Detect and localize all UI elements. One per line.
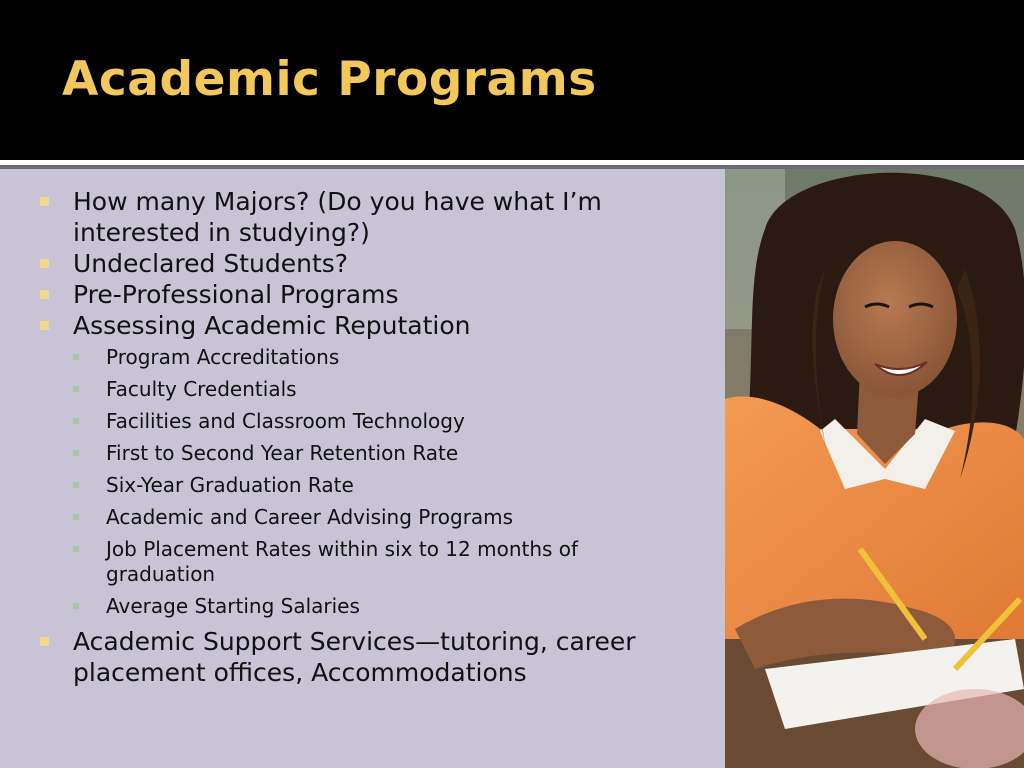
bullet-list-container — [40, 186, 690, 688]
sub-bullet-text: Facilities and Classroom Technology — [106, 409, 465, 433]
sub-bullet-marker — [73, 354, 79, 360]
sub-bullet-item — [73, 377, 690, 402]
sub-bullet-text: Academic and Career Advising Programs — [106, 505, 514, 529]
sub-bullet-text: First to Second Year Retention Rate — [106, 441, 459, 465]
sub-bullet-marker — [73, 603, 79, 609]
sub-bullet-text: Program Accreditations — [106, 345, 340, 369]
sub-bullet-text: Faculty Credentials — [106, 377, 297, 401]
bullet-marker — [40, 637, 49, 646]
bullet-item-support-services — [40, 626, 690, 688]
bullet-item-reputation — [40, 310, 690, 619]
bullet-marker — [40, 321, 49, 330]
sub-bullet-list — [73, 345, 690, 619]
sub-bullet-text: Average Starting Salaries — [106, 594, 360, 618]
bullet-text: Assessing Academic Reputation — [73, 311, 471, 340]
sub-bullet-marker — [73, 546, 79, 552]
bullet-text: Undeclared Students? — [73, 249, 349, 278]
sub-bullet-marker — [73, 482, 79, 488]
sub-bullet-item — [73, 594, 690, 619]
slide-title: Academic Programs — [62, 52, 597, 107]
sub-bullet-marker — [73, 386, 79, 392]
sub-bullet-marker — [73, 450, 79, 456]
bullet-item-undeclared — [40, 248, 690, 279]
student-writing-photo — [725, 169, 1024, 768]
sub-bullet-item — [73, 441, 690, 466]
bullet-list — [40, 186, 690, 688]
bullet-text: Academic Support Services—tutoring, career placement offices, Accommodations — [73, 627, 636, 687]
sub-bullet-item — [73, 505, 690, 530]
bullet-text: How many Majors? (Do you have what I’m interested in studying?) — [73, 187, 602, 247]
bullet-text: Pre-Professional Programs — [73, 280, 399, 309]
sub-bullet-item — [73, 409, 690, 434]
bullet-marker — [40, 259, 49, 268]
sub-bullet-item — [73, 345, 690, 370]
bullet-item-majors — [40, 186, 690, 248]
sub-bullet-marker — [73, 514, 79, 520]
bullet-marker — [40, 290, 49, 299]
sub-bullet-text: Job Placement Rates within six to 12 months of graduation — [106, 537, 579, 586]
sub-bullet-item — [73, 473, 690, 498]
bullet-marker — [40, 197, 49, 206]
student-photo-illustration — [725, 169, 1024, 768]
sub-bullet-item — [73, 537, 690, 587]
sub-bullet-text: Six-Year Graduation Rate — [106, 473, 354, 497]
sub-bullet-marker — [73, 418, 79, 424]
bullet-item-pre-professional — [40, 279, 690, 310]
slide-header — [0, 0, 1024, 160]
